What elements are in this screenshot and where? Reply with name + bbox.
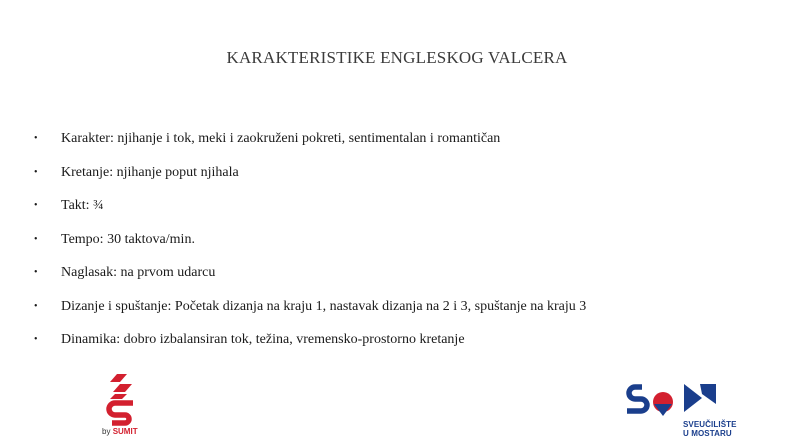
list-item [34,262,586,284]
university-name: SVEUČILIŠTE U MOSTARU [683,420,737,438]
university-logo [624,380,749,442]
bullet-text: Karakter: njihanje i tok, meki i zaokruženi pokreti, sentimentalan i romantičan [61,131,501,146]
bullet-dot: • [34,300,38,312]
list-item [34,329,586,351]
list-item [34,296,586,318]
bullet-dot: • [34,267,38,278]
bullet-list [34,128,586,363]
bullet-text: Dinamika: dobro izbalansiran tok, težina, vremensko-prostorno kretanje [61,332,465,347]
es-logo [100,372,150,442]
bullet-text: Takt: ¾ [61,198,104,213]
list-item [34,162,586,184]
es-mark-icon [100,372,150,428]
bullet-text: Dizanje i spuštanje: Početak dizanja na kraju 1, nastavak dizanja na 2 i 3, spuštanje na kraju 3 [61,298,587,314]
bullet-text: Kretanje: njihanje poput njihala [61,164,239,180]
bullet-dot: • [34,233,38,245]
bullet-dot: • [34,166,38,178]
bullet-dot: • [34,200,38,211]
bullet-text: Tempo: 30 taktova/min. [61,231,195,247]
bullet-text: Naglasak: na prvom udarcu [61,265,216,280]
list-item [34,229,586,251]
es-logo-caption: by SUMIT [102,427,138,436]
list-item [34,128,586,150]
list-item [34,195,586,217]
bullet-dot: • [34,133,38,144]
slide-title: KARAKTERISTIKE ENGLESKOG VALCERA [226,48,568,67]
bullet-dot: • [34,334,38,345]
sum-emblem-icon [624,380,749,420]
